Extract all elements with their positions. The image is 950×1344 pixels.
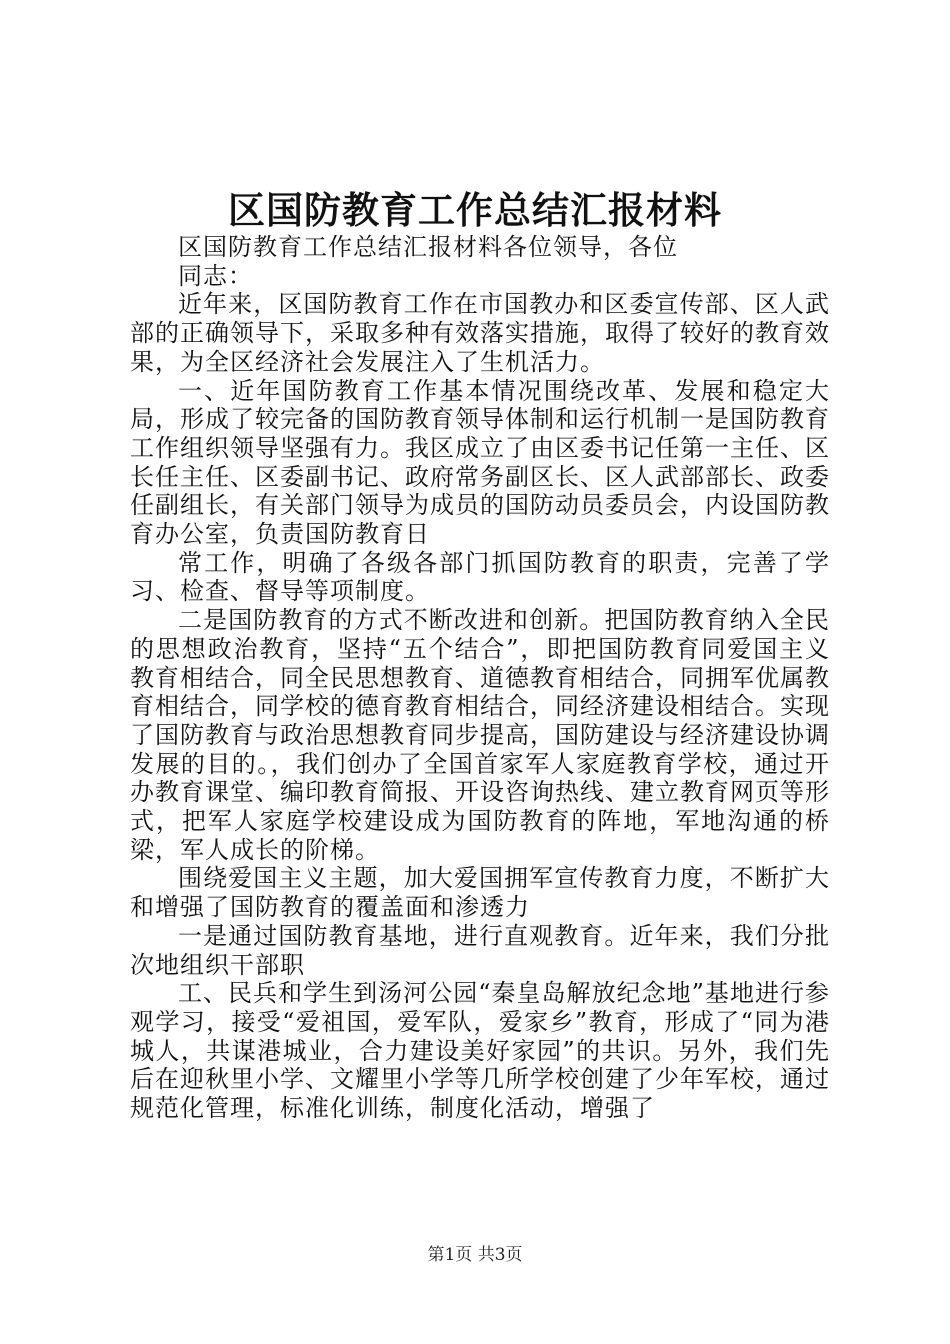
document-body: [130, 233, 830, 1123]
paragraph-daily-work: 常工作，明确了各级各部门抓国防教育的职责，完善了学习、检查、督导等项制度。: [130, 548, 830, 606]
paragraph-patriotism: 围绕爱国主义主题，加大爱国拥军宣传教育力度，不断扩大和增强了国防教育的覆盖面和渗透力: [130, 864, 830, 922]
paragraph-intro: 近年来，区国防教育工作在市国教办和区委宣传部、区人武部的正确领导下，采取多种有效落实措施，取得了较好的教育效果，为全区经济社会发展注入了生机活力。: [130, 290, 830, 376]
document-title: 区国防教育工作总结汇报材料: [228, 188, 722, 232]
page-footer: 第1页 共3页: [427, 1245, 523, 1265]
paragraph-base-education: 一是通过国防教育基地，进行直观教育。近年来，我们分批次地组织干部职: [130, 921, 830, 979]
paragraph-section-one: 一、近年国防教育工作基本情况围绕改革、发展和稳定大局，形成了较完备的国防教育领导体制和运行机制一是国防教育工作组织领导坚强有力。我区成立了由区委书记任第一主任、区长任主任、区委副书记、政府常务副区长、区人武部部长、政委任副组长，有关部门领导为成员的国防动员委员会，内设国防教育办公室，负责国防教育日: [130, 376, 830, 549]
paragraph-visits: 工、民兵和学生到汤河公园“秦皇岛解放纪念地”基地进行参观学习，接受“爱祖国，爱军队，爱家乡”教育，形成了“同为港城人，共谋港城业，合力建设美好家园”的共识。另外，我们先后在迎秋里小学、文耀里小学等几所学校创建了少年军校，通过规范化管理，标准化训练，制度化活动，增强了: [130, 979, 830, 1123]
paragraph-salutation: 区国防教育工作总结汇报材料各位领导，各位: [178, 233, 678, 261]
paragraph-section-two: 二是国防教育的方式不断改进和创新。把国防教育纳入全民的思想政治教育，坚持“五个结合”，即把国防教育同爱国主义教育相结合，同全民思想教育、道德教育相结合，同拥军优属教育相结合，同学校的德育教育相结合，同经济建设相结合。实现了国防教育与政治思想教育同步提高，国防建设与经济建设协调发展的目的。，我们创办了全国首家军人家庭教育学校，通过开办教育课堂、编印教育简报、开设咨询热线、建立教育网页等形式，把军人家庭学校建设成为国防教育的阵地，军地沟通的桥梁，军人成长的阶梯。: [130, 606, 830, 864]
paragraph-salutation-cont: 同志：: [178, 261, 253, 290]
